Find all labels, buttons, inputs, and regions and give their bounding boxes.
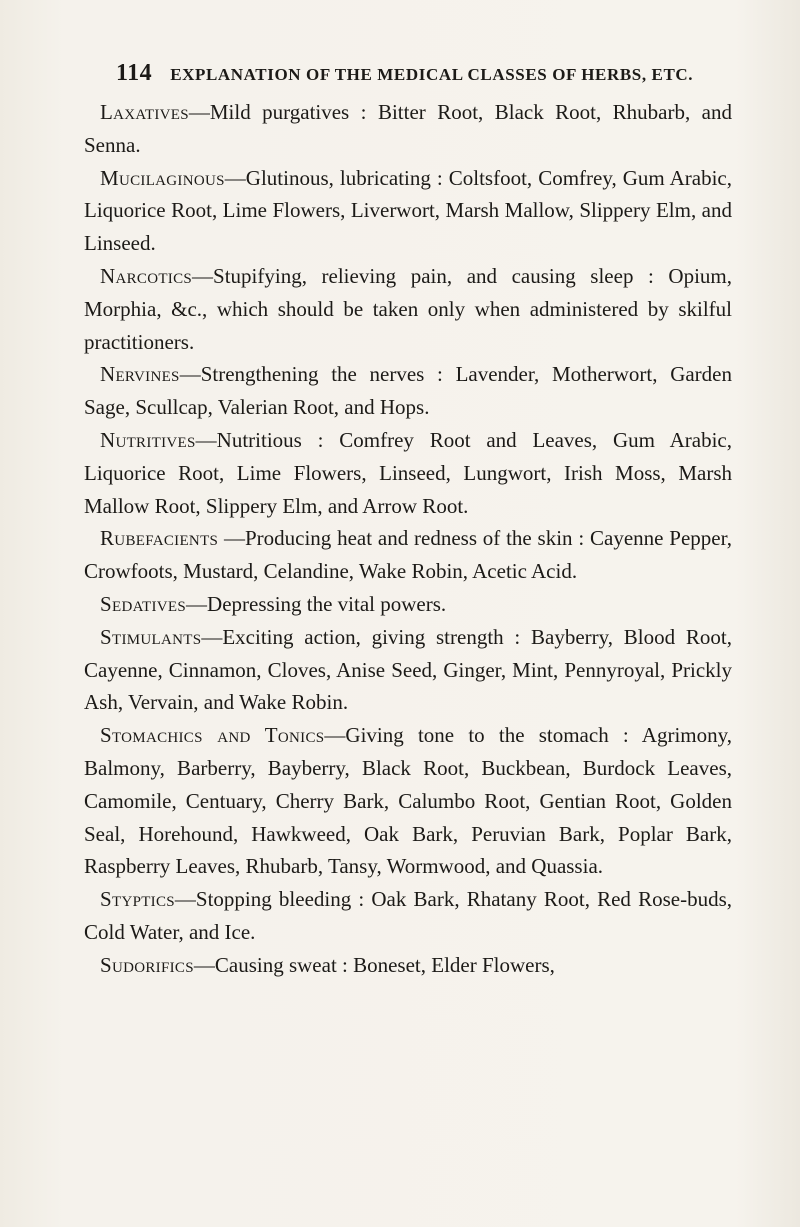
entry-term: Narcotics bbox=[100, 263, 193, 288]
entry-text: —Stupifying, relieving pain, and causing sleep : Opium, Morphia, &c., which should be taken only when administered by skilful practitioners. bbox=[84, 263, 732, 354]
entry-sudorifics bbox=[84, 949, 732, 982]
entry-stomachics-and-tonics bbox=[84, 719, 732, 883]
entry-narcotics bbox=[84, 260, 732, 358]
entry-mucilaginous bbox=[84, 162, 732, 260]
entry-term: Stomachics and Tonics bbox=[100, 723, 325, 748]
entry-laxatives bbox=[84, 96, 732, 162]
entry-stimulants bbox=[84, 621, 732, 719]
entry-text: —Producing heat and redness of the skin : Cayenne Pepper, Crowfoots, Mustard, Celandine, Wake Robin, Acetic Acid. bbox=[84, 526, 732, 584]
entry-term: Sedatives bbox=[100, 591, 187, 616]
entry-term: Laxatives bbox=[100, 100, 189, 124]
entry-term: Mucilaginous bbox=[100, 165, 225, 190]
entry-text: —Mild purgatives : Bitter Root, Black Root, Rhubarb, and Senna. bbox=[84, 100, 732, 157]
entry-term: Stimulants bbox=[100, 624, 202, 649]
entry-text: —Strengthening the nerves : Lavender, Motherwort, Garden Sage, Scullcap, Valerian Root, and Hops. bbox=[84, 362, 732, 420]
entry-text: —Giving tone to the stomach : Agrimony, Balmony, Barberry, Bayberry, Black Root, Buckbean, Burdock Leaves, Camomile, Centuary, Cherry Bark, Calumbo Root, Gentian Root, Golden Seal, Horehound, Hawkweed, Oak Bark, Peruvian Bark, Poplar Bark, Raspberry Leaves, Rhubarb, Tansy, Wormwood, and Quassia. bbox=[84, 723, 732, 879]
entry-term: Nervines bbox=[100, 362, 180, 387]
entry-text: —Depressing the vital powers. bbox=[186, 591, 447, 616]
running-title: EXPLANATION OF THE MEDICAL CLASSES OF HERBS, ETC. bbox=[170, 65, 694, 84]
entry-term: Nutritives bbox=[100, 427, 196, 452]
entry-rubefacients bbox=[84, 522, 732, 588]
entry-text: —Nutritious : Comfrey Root and Leaves, Gum Arabic, Liquorice Root, Lime Flowers, Linseed, Lungwort, Irish Moss, Marsh Mallow Root, Slippery Elm, and Arrow Root. bbox=[84, 427, 732, 518]
entry-text: —Glutinous, lubricating : Coltsfoot, Comfrey, Gum Arabic, Liquorice Root, Lime Flowers, Liverwort, Marsh Mallow, Slippery Elm, and Linseed. bbox=[84, 165, 732, 256]
entry-text: —Stopping bleeding : Oak Bark, Rhatany Root, Red Rose-buds, Cold Water, and Ice. bbox=[84, 887, 732, 944]
page-header bbox=[116, 60, 726, 90]
entry-sedatives bbox=[84, 588, 732, 621]
entry-term: Styptics bbox=[100, 887, 175, 912]
body-text bbox=[84, 96, 732, 982]
entry-nutritives bbox=[84, 424, 732, 522]
entry-text: —Exciting action, giving strength : Bayberry, Blood Root, Cayenne, Cinnamon, Cloves, Anise Seed, Ginger, Mint, Pennyroyal, Prickly Ash, Vervain, and Wake Robin. bbox=[84, 624, 732, 715]
entry-nervines bbox=[84, 358, 732, 424]
entry-term: Sudorifics bbox=[100, 952, 194, 977]
entry-styptics bbox=[84, 883, 732, 949]
entry-term: Rubefacients bbox=[100, 526, 219, 551]
page-number: 114 bbox=[116, 60, 153, 86]
entry-text: —Causing sweat : Boneset, Elder Flowers, bbox=[193, 952, 555, 977]
